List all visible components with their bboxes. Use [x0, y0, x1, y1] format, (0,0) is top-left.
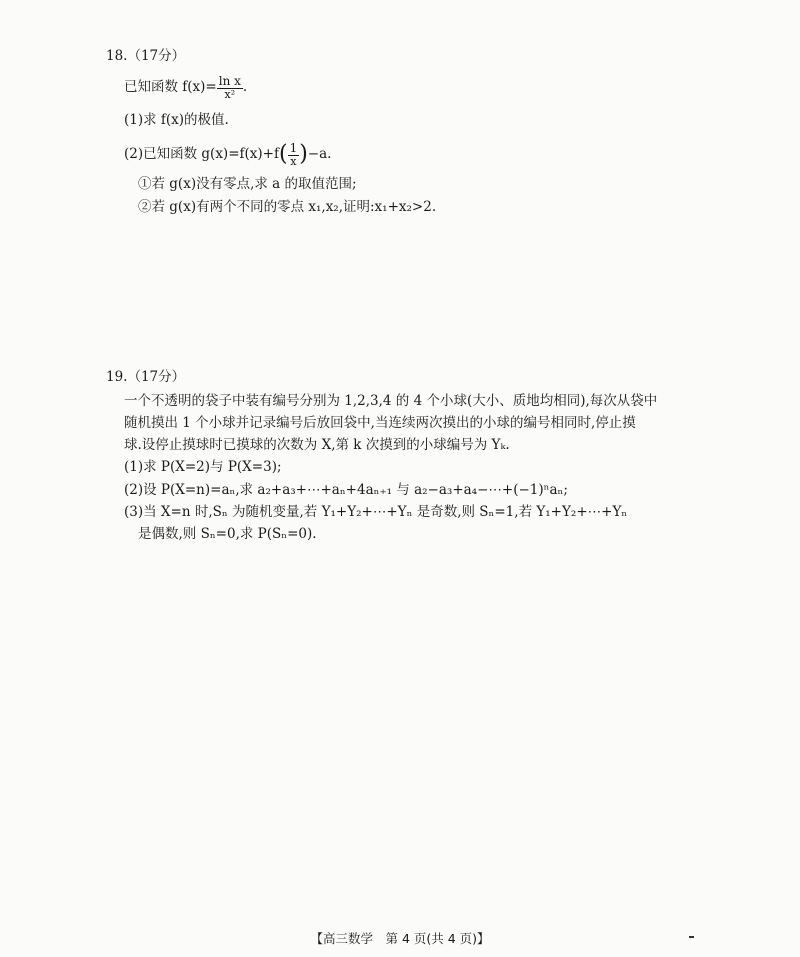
q18-part2: [124, 142, 331, 167]
q18-given-suffix: .: [242, 79, 248, 96]
scan-mark: [689, 936, 694, 938]
right-paren: ): [299, 141, 308, 167]
q18-given-prefix: 已知函数 f(x)=: [124, 79, 217, 96]
q19-line2: 随机摸出 1 个小球并记录编号后放回袋中,当连续两次摸出的小球的编号相同时,停止摸: [124, 415, 636, 431]
q18-part2-fraction: [288, 142, 300, 167]
left-paren: (: [278, 141, 288, 167]
q18-fraction-numerator: ln x: [218, 74, 241, 88]
q18-sub1: ①若 g(x)没有零点,求 a 的取值范围;: [138, 176, 357, 192]
page-footer: 【高三数学 第 4 页(共 4 页)】: [310, 931, 490, 946]
q18-given: [124, 75, 247, 100]
q19-part1: (1)求 P(X=2)与 P(X=3);: [124, 459, 282, 475]
q19-part2: (2)设 P(X=n)=aₙ,求 a₂+a₃+⋯+aₙ+4aₙ₊₁ 与 a₂−a₃+a₄−⋯+(−1)ⁿaₙ;: [124, 482, 568, 498]
q18-part2-numerator: 1: [289, 141, 298, 155]
q18-part2-suffix: −a.: [307, 146, 332, 163]
q18-fraction-denominator: x²: [224, 87, 236, 101]
q18-sub2: ②若 g(x)有两个不同的零点 x₁,x₂,证明:x₁+x₂>2.: [138, 199, 437, 215]
q18-header: 18.（17分）: [106, 48, 186, 64]
q18-part1: (1)求 f(x)的极值.: [124, 112, 229, 128]
q18-part2-denominator: x: [290, 154, 297, 168]
q19-header: 19.（17分）: [106, 369, 186, 385]
q19-line1: 一个不透明的袋子中装有编号分别为 1,2,3,4 的 4 个小球(大小、质地均相同),每次从袋中: [124, 393, 658, 409]
q19-part3-line2: 是偶数,则 Sₙ=0,求 P(Sₙ=0).: [138, 526, 317, 542]
q18-fraction: [217, 75, 243, 100]
q18-part2-prefix: (2)已知函数 g(x)=f(x)+f: [124, 146, 279, 163]
q19-part3-line1: (3)当 X=n 时,Sₙ 为随机变量,若 Y₁+Y₂+⋯+Yₙ 是奇数,则 Sₙ=1,若 Y₁+Y₂+⋯+Yₙ: [124, 504, 628, 520]
q19-line3: 球.设停止摸球时已摸球的次数为 X,第 k 次摸到的小球编号为 Yₖ.: [124, 437, 510, 453]
